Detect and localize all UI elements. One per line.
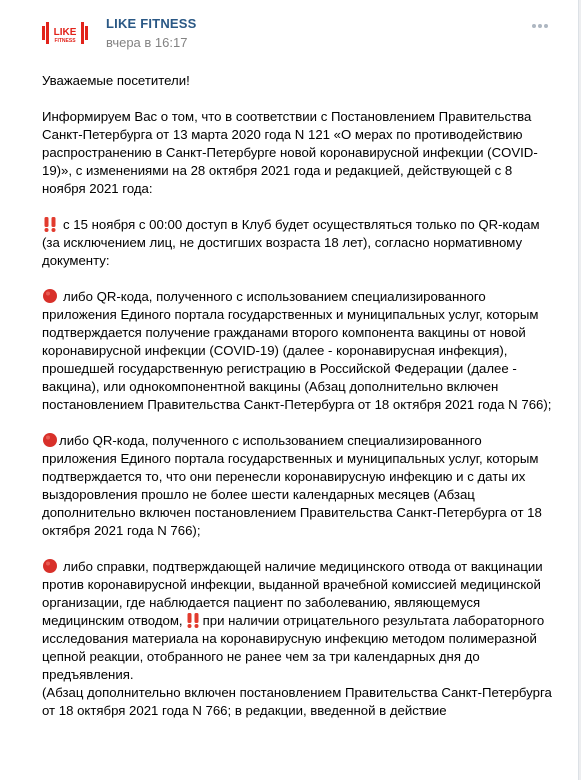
red-circle-icon [42,558,58,574]
vaccine-qr-text: либо QR-кода, полученного с использованием специализированного приложения Единого портала государственных и муниципальных услуг, которым подтверждается получение гражданами второго компонента вакцины от новой коронавирусной инфекции (COVID-19) (далее - коронавирусная инфекция), прошедшей государственную регистрацию в Российской Федерации (далее - вакцина), или однокомпонентной вакцины (Абзац дополнительно включен постановлением Правительства Санкт-Петербурга от 18 октября 2021 года N 766); [42,289,552,412]
double-exclamation-icon [185,612,201,628]
double-exclamation-icon [42,216,58,232]
recovery-qr-paragraph [42,432,558,540]
red-circle-icon [42,288,58,304]
medical-exemption-paragraph [42,558,558,720]
post-header [0,0,578,62]
post-author-name[interactable]: LIKE FITNESS [106,16,197,31]
intro-paragraph: Информируем Вас о том, что в соответствии с Постановлением Правительства Санкт-Петербурга от 13 марта 2020 года N 121 «О мерах по противодействию распространению в Санкт-Петербурге новой коронавирусной инфекции (COVID-19)», с изменениями на 28 октября 2021 года и редакцией, действующей с 8 ноября 2021 года: [42,109,538,196]
qr-access-paragraph [42,216,558,270]
greeting-paragraph: Уважаемые посетители! [42,73,190,88]
svg-text:FITNESS: FITNESS [54,38,76,44]
medical-exemption-text: либо справки, подтверждающей наличие медицинского отвода от вакцинации против коронавирусной инфекции, выданной врачебной комиссией медицинской организации, где наблюдается пациент по заболеванию, являющемуся медицинским отводом, [42,559,543,628]
amendment-note-text: (Абзац дополнительно включен постановлением Правительства Санкт-Петербурга от 18 октября 2021 года N 766; в редакции, введенной в действие [42,685,552,718]
post-timestamp[interactable]: вчера в 16:17 [106,35,188,50]
like-fitness-logo[interactable] [41,16,89,50]
red-circle-icon [42,432,58,448]
recovery-qr-text: либо QR-кода, полученного с использованием специализированного приложения Единого портала государственных и муниципальных услуг, которым подтверждается то, что они перенесли коронавирусную инфекцию и с даты их выздоровления прошло не более шести календарных месяцев (Абзац дополнительно включен постановлением Правительства Санкт-Петербурга от 18 октября 2021 года N 766); [42,433,542,538]
svg-text:LIKE: LIKE [53,27,77,38]
more-dots-icon[interactable] [526,14,554,38]
qr-access-text: с 15 ноября с 00:00 доступ в Клуб будет осуществляться только по QR-кодам (за исключением лиц, не достигших возраста 18 лет), согласно нормативному документу: [42,217,540,268]
vaccine-qr-paragraph [42,288,558,414]
pcr-test-text: при наличии отрицательного результата лабораторного исследования материала на коронавирусную инфекцию методом полимеразной цепной реакции, отобранного не ранее чем за три календарных дня до предъявления. [42,613,545,682]
post-body [42,72,558,738]
